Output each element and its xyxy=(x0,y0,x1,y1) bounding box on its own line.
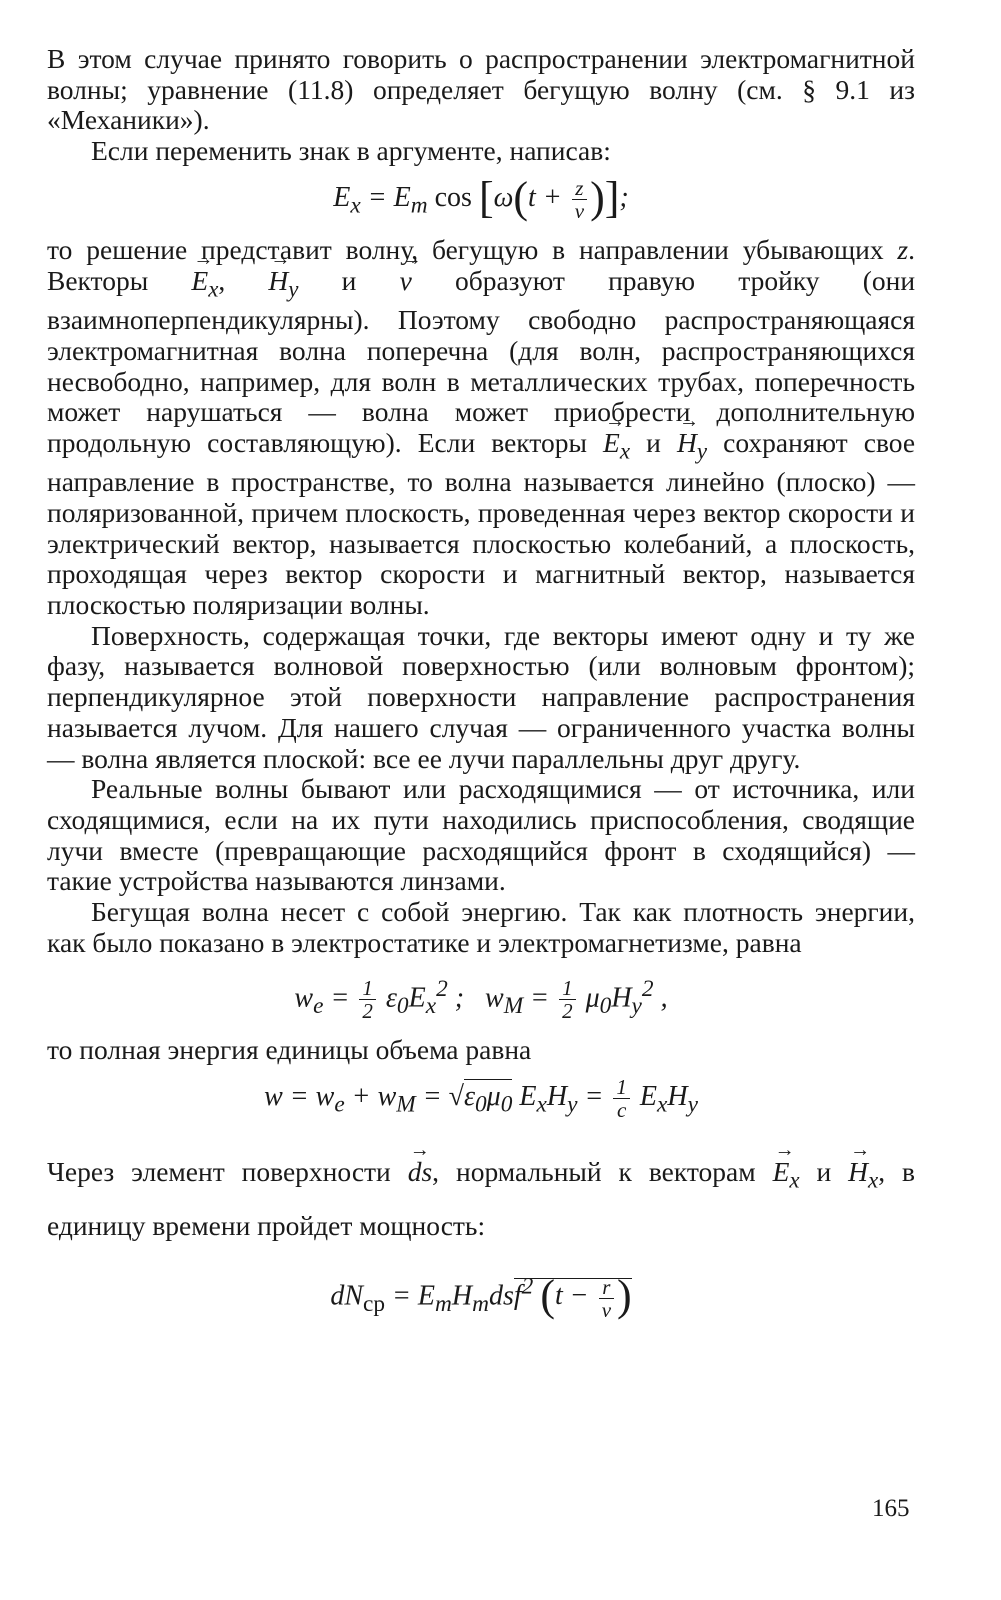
paragraph-7: то полная энергия единицы объема равна xyxy=(47,1034,532,1066)
vector-hy-2: → $H_y$ xyxy=(677,428,707,467)
p8-text-d: , в единицу времени пройдет мощность: xyxy=(47,1155,915,1242)
vector-v: → v xyxy=(400,266,412,297)
page-body xyxy=(47,44,915,1334)
z-symbol: z xyxy=(897,234,909,266)
p8-text-b: , нормальный к векторам xyxy=(432,1155,756,1187)
formula-energy-density: $w_e$ = $\frac{1}{2}$ $\varepsilon_0E_x^2$ ; $w_M$ = $\frac{1}{2}$ $\mu_0H_y^2$ , xyxy=(294,975,668,1023)
paragraph-4: Поверхность, содержащая точки, где векторы имеют одну и ту же фазу, называется волновой поверхностью (или волновым фронтом); перпендикулярное этой поверхности направление распространения называется лучом. Для нашего случая — ограниченного участка волны — волна является плоской: все ее лучи параллельны друг другу. xyxy=(47,619,915,774)
formula-power: $dN_{ср} = E_mH_mdsf^2$ (t − $\frac{r}{v}$ ) xyxy=(330,1271,632,1322)
p3-text-c: и xyxy=(341,265,357,297)
formula-total-energy: $w = w_e + w_M = √\varepsilon_0\mu_0$ $E_xH_y$ = $\frac{1}{c}$ $E_xH_y$ xyxy=(264,1075,698,1123)
p8-text-c: и xyxy=(816,1155,832,1187)
p8-text-a: Через элемент поверхности xyxy=(47,1155,391,1187)
vector-ds: → ds xyxy=(408,1149,432,1195)
vector-hx: → $H_x$ xyxy=(848,1149,878,1204)
paragraph-3: то решение представит волну, бегущую в направлении убывающих z. Векторы → $E_x$, → $H_y$ и → v образуют правую тройку (они взаимноперпендикулярны). Поэтому свободно распространяющаяся электромагнитная волна поперечна (для волн, распространяющихся несвободно, например, для волн в металлических трубах, поперечность может нарушаться — волна может приобрести дополнительную продольную составляющую). Если векторы → $E_x$ $и \to H_y$ сохраняют свое направление в пространстве, то волна называется линейно (плоско) — поляризованной, причем плоскость, проведенная через вектор скорости и электрический вектор, называется плоскостью колебаний, а плоскость, проходящая через вектор скорости и магнитный вектор, называется плоскостью поляризации волны. xyxy=(47,235,915,620)
vector-ex-3: → $E_x$ xyxy=(773,1149,800,1204)
vector-ex xyxy=(191,266,218,305)
paragraph-5: Реальные волны бывают или расходящимися — от источника, или сходящимися, если на их пути находились приспособления, сводящие лучи вместе (превращающие расходящийся фронт в сходящийся) — такие устройства называются линзами. xyxy=(47,773,915,897)
formula-wave-reverse: $E_x = E_m$ cos [ω(t + $\frac{z}{v}$ )]; xyxy=(333,172,629,223)
p3-text-d: образуют правую тройку (они взаимноперпендикулярны). Поэтому свободно распространяющаяся электромагнитная волна поперечна (для волн, распространяющихся несвободно, например, для волн в металлических трубах, поперечность может нарушаться — волна может приобрести дополнительную продольную составляющую). Если векторы xyxy=(47,265,916,459)
hx-letter: H xyxy=(848,1155,869,1187)
p3-text-e: и xyxy=(646,427,661,459)
p3-text-a: то решение представит волну, бегущую в направлении убывающих xyxy=(47,234,884,266)
ex-letter: E xyxy=(191,265,209,297)
paragraph-8 xyxy=(47,1149,915,1250)
paragraph-1: В этом случае принято говорить о распространении электромагнитной волны; уравнение (11.8) определяет бегущую волну (см. § 9.1 из «Механики»). xyxy=(47,43,915,136)
hy-letter: H xyxy=(268,265,289,297)
hy-sub: y xyxy=(288,276,299,302)
ex-sub: x xyxy=(208,276,219,302)
paragraph-6: Бегущая волна несет с собой энергию. Так как плотность энергии, как было показано в электростатике и электромагнетизме, равна xyxy=(47,896,915,958)
p3-text-f: сохраняют свое направление в пространстве, то волна называется линейно (плоско) — поляризованной, причем плоскость, проведенная через вектор скорости и электрический вектор, называется плоскостью колебаний, а плоскость, проходящая через вектор скорости и магнитный вектор, называется плоскостью поляризации волны. xyxy=(47,427,916,621)
vector-ex-2: → $E_x$ xyxy=(603,428,630,467)
paragraph-2: Если переменить знак в аргументе, написав: xyxy=(91,135,611,167)
page-number: 165 xyxy=(872,1495,910,1522)
p3-text-b: . Векторы xyxy=(47,234,915,297)
vector-hy xyxy=(268,266,298,305)
